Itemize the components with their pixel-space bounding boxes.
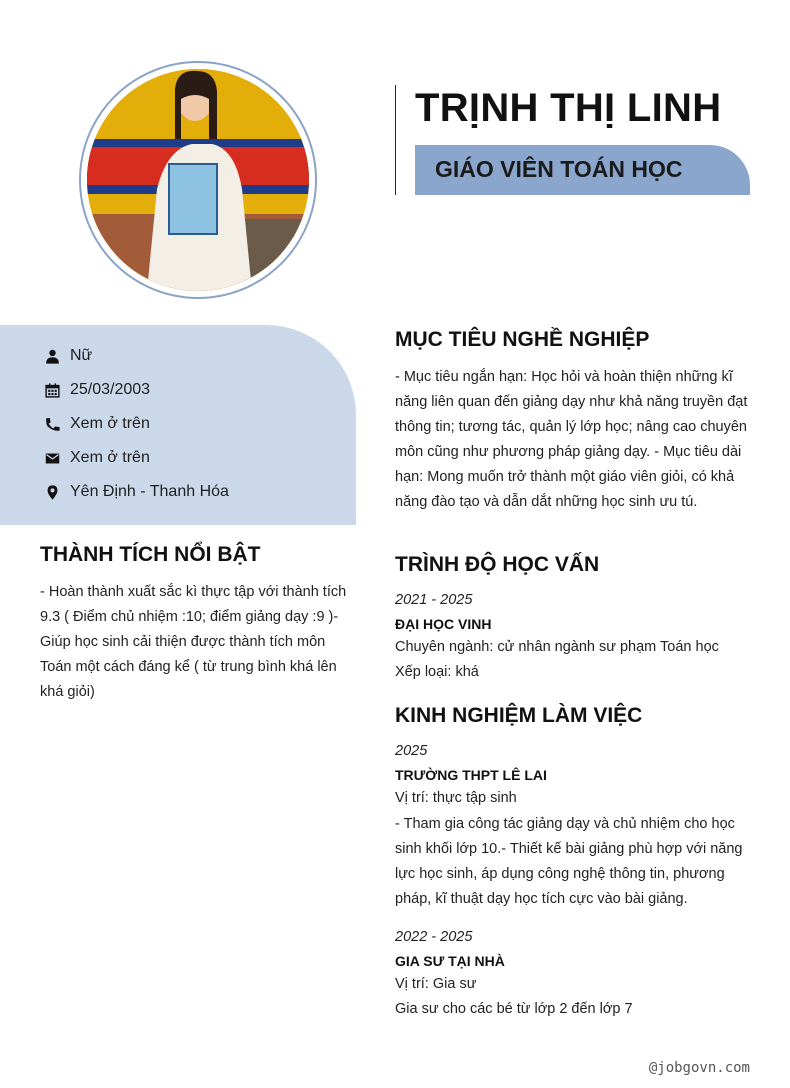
contact-birthdate [44, 379, 150, 401]
location-pin-icon [44, 484, 61, 501]
education-school: ĐẠI HỌC VINH [395, 616, 492, 632]
contact-phone-text: Xem ở trên [70, 415, 150, 432]
experience-2-description: Gia sư cho các bé từ lớp 2 đến lớp 7 [395, 1001, 633, 1017]
contact-gender [44, 345, 92, 367]
contact-phone [44, 413, 150, 435]
header-divider [395, 85, 396, 195]
candidate-name: TRỊNH THỊ LINH [415, 86, 722, 130]
contact-birthdate-text: 25/03/2003 [70, 381, 151, 398]
mail-icon [44, 450, 61, 467]
objective-text: - Mục tiêu ngắn hạn: Học hỏi và hoàn thiện những kĩ năng liên quan đến giảng dạy như khả năng truyền đạt thông tin; tương tác, quản lý lớp học; nâng cao chuyên môn cũng như phương pháp giảng dạy. - Mục tiêu dài hạn: Mong muốn trở thành một giáo viên giỏi, có khả năng đào tạo và dẫn dắt những học sinh ưu tú. [395, 369, 748, 510]
achievements-heading: THÀNH TÍCH NỔI BẬT [40, 543, 261, 566]
education-rank: Xếp loại: khá [395, 664, 479, 680]
experience-1-description: - Tham gia công tác giảng dạy và chủ nhiệm cho học sinh khối lớp 10.- Thiết kế bài giảng phù hợp với năng lực học sinh, áp dụng công nghệ thông tin, phương pháp, kĩ thuật dạy học tích cực vào bài giảng. [395, 816, 743, 907]
objective-heading: MỤC TIÊU NGHỀ NGHIỆP [395, 328, 650, 351]
education-period: 2021 - 2025 [395, 592, 473, 608]
education-major: Chuyên ngành: cử nhân ngành sư phạm Toán học [395, 639, 719, 655]
contact-address-text: Yên Định - Thanh Hóa [70, 483, 229, 500]
education-heading: TRÌNH ĐỘ HỌC VẤN [395, 553, 600, 576]
phone-icon [44, 416, 61, 433]
experience-2-position: Vị trí: Gia sư [395, 976, 477, 992]
contact-email [44, 447, 150, 469]
experience-2-period: 2022 - 2025 [395, 929, 473, 945]
job-title: GIÁO VIÊN TOÁN HỌC [435, 156, 683, 182]
avatar [87, 69, 309, 291]
experience-1-position: Vị trí: thực tập sinh [395, 790, 517, 806]
achievements-text: - Hoàn thành xuất sắc kì thực tập với thành tích 9.3 ( Điểm chủ nhiệm :10; điểm giảng dạy :9 )- Giúp học sinh cải thiện được thành tích môn Toán một cách đáng kể ( từ trung bình khá lên khá giỏi) [40, 584, 347, 700]
experience-heading: KINH NGHIỆM LÀM VIỆC [395, 704, 643, 727]
experience-1-org: TRƯỜNG THPT LÊ LAI [395, 767, 547, 783]
experience-2-org: GIA SƯ TẠI NHÀ [395, 953, 505, 969]
calendar-icon [44, 382, 61, 399]
contact-address [44, 481, 229, 503]
contact-email-text: Xem ở trên [70, 449, 150, 466]
experience-1-period: 2025 [395, 743, 428, 759]
person-icon [44, 348, 61, 365]
footer-watermark: @jobgovn.com [648, 1060, 750, 1076]
contact-gender-text: Nữ [70, 347, 93, 364]
job-title-banner [415, 145, 750, 195]
